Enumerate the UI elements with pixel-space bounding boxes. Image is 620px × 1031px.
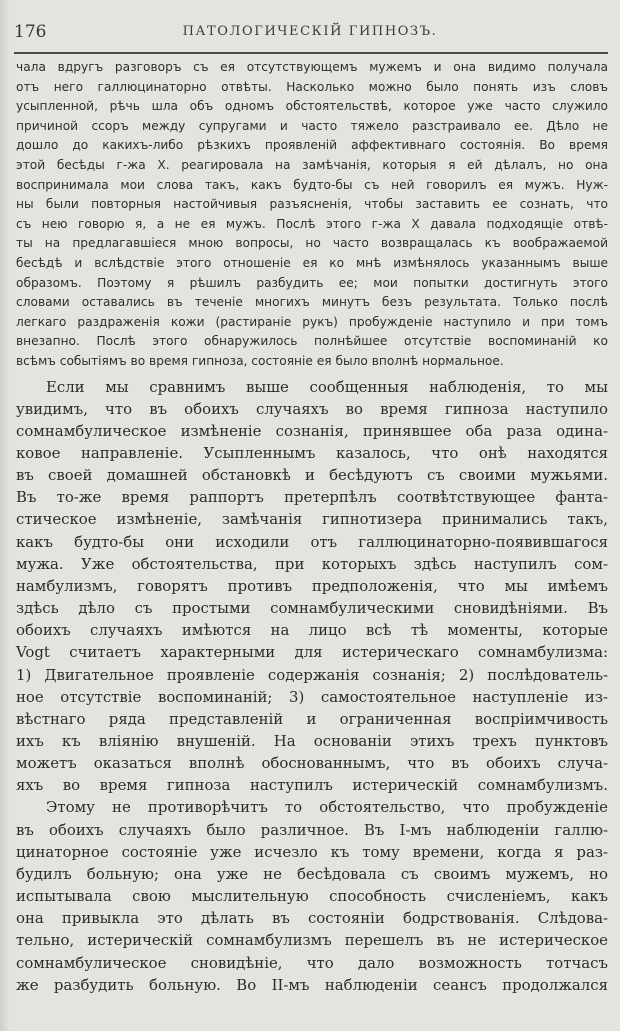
text-line: этой бесѣды г-жа Х. реагировала на замѣчанія, которыя я ей дѣлалъ, но она [16, 157, 608, 172]
text-line: Если мы сравнимъ выше сообщенныя наблюденія, то мы [46, 377, 608, 396]
text-line: обоихъ случаяхъ имѣются на лицо всѣ тѣ моменты, которые [16, 621, 608, 640]
text-line: отъ него галлюцинаторно отвѣты. Насколько можно было понять изъ словъ [16, 79, 608, 94]
text-line: ты на предлагавшіеся мною вопросы, но часто возвращалась къ воображаемой [16, 236, 608, 251]
text-line: сомнамбулическое сновидѣніе, что дало возможность тотчасъ [16, 953, 608, 972]
text-line: ное отсутствіе воспоминаній; 3) самостоятельное наступленіе из- [16, 687, 608, 706]
page-header [14, 22, 606, 44]
text-line: тельно, истерическій сомнамбулизмъ перешелъ въ не истерическое [16, 931, 608, 950]
case-description-paragraph [16, 58, 608, 372]
text-line: въ своей домашней обстановкѣ и бесѣдуютъ съ своими мужьями. [16, 466, 608, 485]
text-line: внезапно. Послѣ этого обнаружилось полнѣйшее отсутствіе воспоминаній ко [16, 334, 608, 349]
text-line: испытывала свою мыслительную способность счисленіемъ, какъ [16, 887, 608, 906]
text-line: намбулизмъ, говорятъ противъ предположенія, что мы имѣемъ [16, 576, 608, 595]
text-line: чала вдругъ разговоръ съ ея отсутствующемъ мужемъ и она видимо получала [16, 60, 608, 74]
text-line: всѣмъ событіямъ во время гипноза, состояніе ея было вполнѣ нормальное. [16, 353, 504, 368]
header-rule [14, 52, 608, 54]
text-line: здѣсь дѣло съ простыми сомнамбулическими сновидѣніями. Въ [16, 599, 608, 618]
text-line: легкаго раздраженія кожи (растираніе рукъ) пробужденіе наступило и при томъ [16, 314, 608, 329]
discussion-paragraphs [16, 376, 608, 996]
text-line: вѣстнаго ряда представленій и ограниченная воспріимчивость [16, 709, 608, 728]
text-line: ковое направленіе. Усыпленнымъ казалось, что онѣ находятся [16, 443, 608, 462]
text-line: словами оставались въ теченіе многихъ минутъ безъ результата. Только послѣ [16, 295, 608, 310]
text-line: она привыкла это дѣлать въ состояніи бодрствованія. Слѣдова- [16, 909, 608, 928]
text-line: усыпленной, рѣчь шла объ одномъ обстоятельствѣ, которое уже часто служило [16, 99, 608, 114]
text-line: стическое измѣненіе, замѣчанія гипнотизера принимались такъ, [16, 510, 608, 529]
text-line: воспринимала мои слова такъ, какъ будто-бы съ ней говорилъ ея мужъ. Нуж- [16, 177, 608, 192]
text-line: ны были повторныя настойчивыя разъясненія, чтобы заставить ее сознать, что [16, 197, 608, 212]
text-line: увидимъ, что въ обоихъ случаяхъ во время гипноза наступило [16, 399, 608, 418]
text-line: 1) Двигательное проявленіе содержанія сознанія; 2) послѣдователь- [16, 665, 608, 684]
running-title: ПАТОЛОГИЧЕСКІЙ ГИПНОЗЪ. [182, 24, 438, 39]
text-line: дошло до какихъ-либо рѣзкихъ проявленій аффективнаго состоянія. Во время [16, 138, 608, 153]
text-line: какъ будто-бы они исходили отъ галлюцинаторно-появившагося [16, 532, 608, 551]
text-line: цинаторное состояніе уже исчезло къ тому времени, когда я раз- [16, 842, 608, 861]
text-line: ихъ къ вліянію внушеній. На основаніи этихъ трехъ пунктовъ [16, 732, 608, 750]
text-line: Этому не противорѣчитъ то обстоятельство, что пробужденіе [46, 798, 608, 817]
body-text [16, 58, 608, 996]
text-line: образомъ. Поэтому я рѣшилъ разбудить ее; мои попытки достигнуть этого [16, 275, 608, 290]
text-line: же разбудить больную. Во ІІ-мъ наблюденіи сеансъ продолжался [16, 975, 608, 994]
spine-shadow [0, 0, 10, 1031]
text-line: въ обоихъ случаяхъ было различное. Въ І-мъ наблюденіи галлю- [16, 820, 608, 839]
text-line: сомнамбулическое измѣненіе сознанія, принявшее оба раза одина- [16, 421, 608, 440]
text-line: бесѣдѣ и вслѣдствіе этого отношеніе ея ко мнѣ измѣнялось указаннымъ выше [16, 255, 608, 270]
text-line: съ нею говорю я, а не ея мужъ. Послѣ этого г-жа Х давала подходящіе отвѣ- [16, 216, 608, 231]
page-number: 176 [14, 22, 47, 42]
text-line: мужа. Уже обстоятельства, при которыхъ здѣсь наступилъ сом- [16, 554, 608, 573]
text-line: Vogt считаетъ характерными для истерическаго сомнамбулизма: [16, 643, 608, 662]
text-line: можетъ оказаться вполнѣ обоснованнымъ, что въ обоихъ случа- [16, 754, 608, 773]
text-line: Въ то-же время раппортъ претерпѣлъ соотвѣтствующее фанта- [16, 488, 608, 507]
text-line: будилъ больную; она уже не бесѣдовала съ своимъ мужемъ, но [16, 864, 608, 883]
text-line: причиной ссоръ между супругами и часто тяжело разстраивало ее. Дѣло не [16, 118, 608, 133]
text-line: яхъ во время гипноза наступилъ истерическій сомнамбулизмъ. [16, 776, 608, 795]
